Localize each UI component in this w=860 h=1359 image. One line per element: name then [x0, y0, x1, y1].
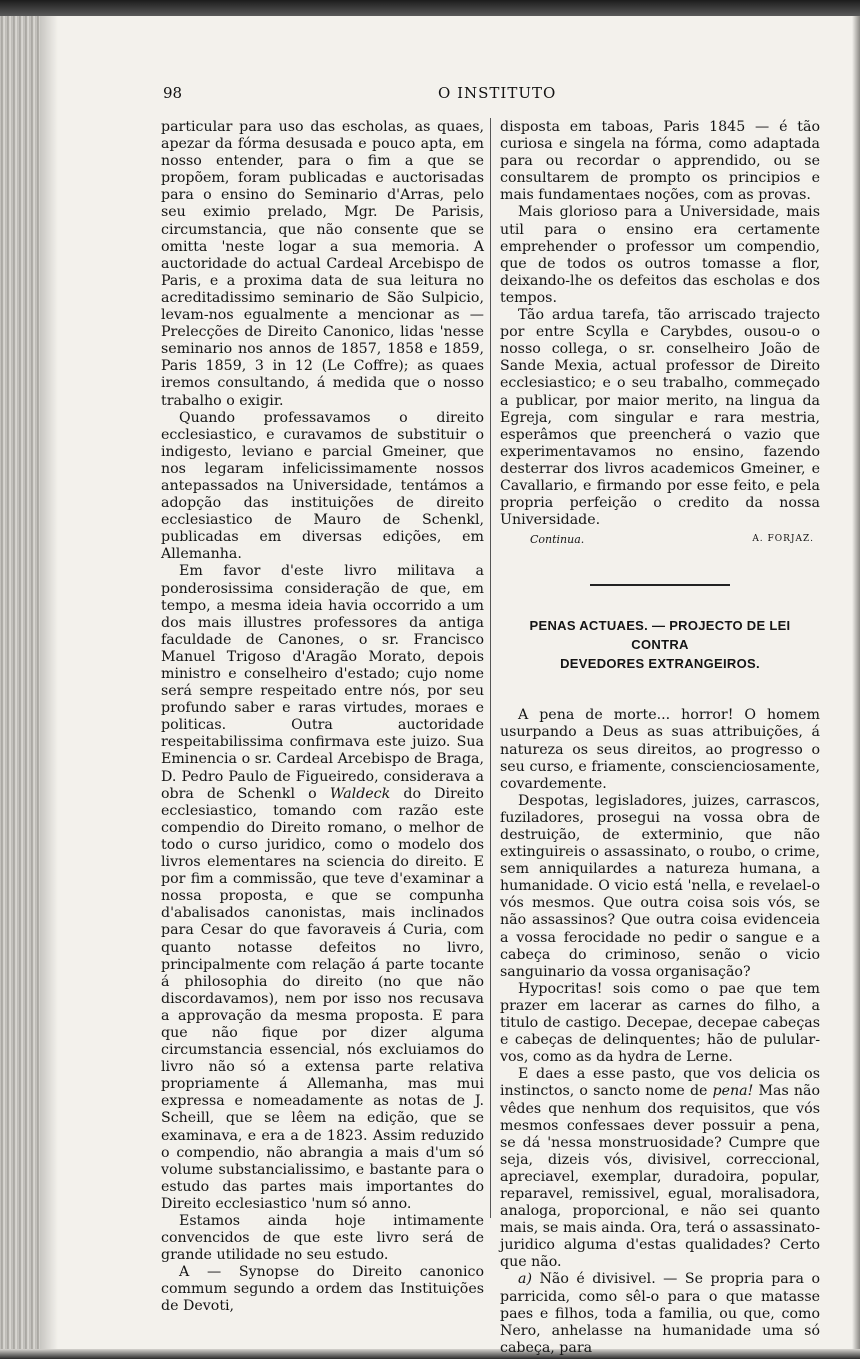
running-title: O INSTITUTO — [438, 84, 557, 102]
author-signature: A. FORJAZ. — [752, 534, 814, 545]
italic-term: a) — [518, 1271, 532, 1288]
paragraph: Estamos ainda hoje intimamente convencidos de que este livro será de grande utilidade no seu estudo. — [161, 1213, 484, 1264]
paragraph: Quando professavamos o direito ecclesiastico, e curavamos de substituir o indigesto, leviano e parcial Gmeiner, que nos legaram infelicissimamente nossos antepassados na Universidade, tentámos a adopção das instituições de direito ecclesiastico de Mauro de Schenkl, publicadas em diversas edições, em Allemanha. — [161, 409, 484, 563]
paragraph: A pena de morte... horror! O homem usurpando a Deus as suas attribuições, á natureza os seus direitos, ao progresso o seu curso, e friamente, conscienciosamente, covardemente. — [500, 707, 820, 792]
paragraph-text: E daes a esse pasto, que vos delicia os instinctos, o sancto nome de — [500, 1066, 820, 1100]
paragraph: Despotas, legisladores, juizes, carrascos, fuziladores, prosegui na vossa obra de destruição, de exterminio, que não extinguireis o assassinato, o roubo, o crime, sem anniquilardes a natureza humana, a humanidade. O vicio está 'nella, e revelael-o vós mesmos. Que outra coisa sois vós, se não assassinos? Que outra coisa evidenceia a vossa ferocidade no pedir o sangue e a cabeça do criminoso, senão o vicio sanguinario da vossa organisação? — [500, 792, 820, 980]
paragraph-text: do Direito ecclesiastico, tomando com razão este compendio do Direito romano, o melhor de todo o curso juridico, como o modelo dos livros elementares na sciencia do direito. E por fim a commissão, que teve d'examinar a nossa proposta, e que se compunha d'abalisados canonistas, mais inclinados para Cesar do que favoraveis á Curia, com quanto notasse defeitos no livro, principalmente com relação á parte tocante á philosophia do direito (no que não discordavamos), nem por isso nos recusava a approvação da mesma proposta. E para que não fique por dizer alguma circumstancia essencial, nós excluiamos do livro não só a extensa parte relativa propriamente á Allemanha, mas mui expressa e nomeadamente as notas de J. Scheill, que se lêem na edição, que se examinava, e era a de 1823. Assim reduzido o compendio, não abrangia a mais d'um só volume substancialissimo, e bastante para o estudo das partes mais importantes do Direito ecclesiastico 'num só anno. — [161, 785, 484, 1212]
book-spine-gutter — [0, 16, 40, 1359]
right-column — [500, 119, 820, 1357]
signature-line — [530, 531, 814, 548]
paragraph-text: Em favor d'este livro militava a ponderosissima consideração de que, em tempo, a mesma ideia havia occorrido a um dos mais illustres professores da antiga faculdade de Canones, o sr. Francisco Manuel Trigoso d'Aragão Morato, depois ministro e conselheiro d'estado; cujo nome será sempre respeitado entre nós, por seu profundo saber e raras virtudes, moraes e politicas. Outra auctoridade respeitabilissima confirmava este juizo. Sua Eminencia o sr. Cardeal Arcebispo de Braga, D. Pedro Paulo de Figueiredo, considerava a obra de Schenkl o — [161, 563, 484, 802]
paragraph: particular para uso das escholas, as quaes, apezar da fórma desusada e pouco apta, em nosso entender, para o fim a que se propõem, foram publicadas e auctorisadas para o ensino do Seminario d'Arras, pelo seu eximio prelado, Mgr. De Parisis, circumstancia, que não consente que se omitta 'neste logar a sua memoria. A auctoridade do actual Cardeal Arcebispo de Paris, e a proxima data de sua leitura no acreditadissimo seminario de São Sulpicio, levam-nos egualmente a mencionar as —Prelecções de Direito Canonico, lidas 'nesse seminario nos annos de 1857, 1858 e 1859, Paris 1859, 3 in 12 (Le Coffre); as quaes iremos consultando, á medida que o nosso trabalho o exigir. — [161, 119, 484, 409]
paragraph: Mais glorioso para a Universidade, mais util para o ensino era certamente emprehender o professor um compendio, que de todos os outros tomasse a flor, deixando-lhe os defeitos das escholas e dos tempos. — [500, 204, 820, 306]
left-column — [161, 119, 484, 1316]
paragraph: disposta em taboas, Paris 1845 — é tão curiosa e singela na fórma, como adaptada para ou recordar o apprendido, ou se consultarem de prompto os principios e mais fundamentaes noções, com as provas. — [500, 119, 820, 204]
paragraph-text: Não é divisivel. — Se propria para o parricida, como sêl-o para o que matasse paes e filhos, toda a familia, ou que, como Nero, anhelasse na humanidade uma só cabeça, para — [500, 1271, 820, 1356]
page-right-edge — [852, 16, 860, 1359]
italic-term: Waldeck — [329, 785, 391, 802]
paragraph-text: Mas não vêdes que nenhum dos requisitos, que vós mesmos confessaes dever possuir a pena, se dá 'nessa monstruosidade? Cumpre que seja, dizeis vós, divisivel, correccional, apreciavel, exemplar, duradoira, popular, reparavel, remissivel, egual, moralisadora, analoga, proporcional, e não sei quanto mais, se mais ainda. Ora, terá o assassinato-juridico alguma d'estas qualidades? Certo que não. — [500, 1083, 820, 1271]
article-heading-line: DEVEDORES EXTRANGEIROS. — [560, 656, 760, 672]
page-number: 98 — [163, 84, 183, 102]
continua-note: Continua. — [530, 533, 585, 547]
article-heading — [500, 616, 820, 673]
gutter-shadow — [40, 16, 58, 1359]
paragraph: A — Synopse do Direito canonico commum segundo a ordem das Instituições de Devoti, — [161, 1264, 484, 1315]
paragraph — [500, 1066, 820, 1271]
section-rule — [590, 584, 730, 586]
paragraph — [500, 1271, 820, 1356]
italic-term: pena! — [712, 1083, 754, 1100]
paragraph — [161, 563, 484, 1213]
paragraph: Hypocritas! sois como o pae que tem prazer em lacerar as carnes do filho, a titulo de castigo. Decepae, decepae cabeças e cabeças de delinquentes; hão de pulular-vos, como as da hydra de Lerne. — [500, 980, 820, 1066]
scan-top-edge — [0, 0, 860, 16]
paragraph: Tão ardua tarefa, tão arriscado trajecto por entre Scylla e Carybdes, ousou-o o nosso collega, o sr. conselheiro João de Sande Mexia, actual professor de Direito ecclesiastico; e o seu trabalho, commeçado a publicar, por maior merito, na lingua da Egreja, com singular e rara mestria, esperâmos que preencherá o vazio que experimentavamos no ensino, fazendo desterrar dos livros academicos Gmeiner, e Cavallario, e firmando por esse feito, e pela propria perfeição o credito da nossa Universidade. — [500, 307, 820, 529]
article-heading-line: PENAS ACTUAES. — PROJECTO DE LEI CONTRA — [529, 618, 791, 653]
column-divider — [490, 118, 491, 1218]
